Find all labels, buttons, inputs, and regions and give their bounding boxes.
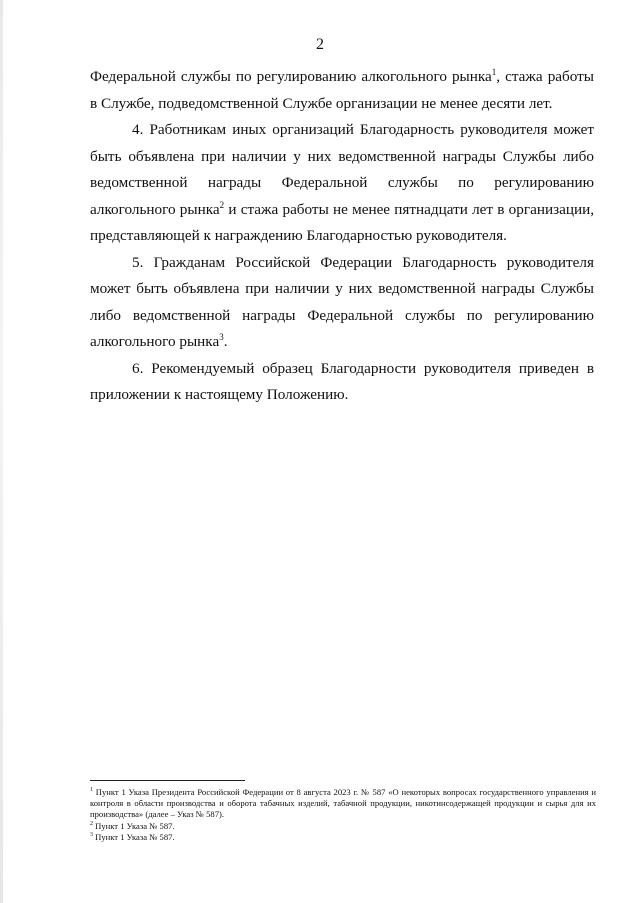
paragraph-text: 6. Рекомендуемый образец Благодарности руководителя приведен в приложении к настоящему Положению. xyxy=(90,359,594,403)
paragraph-item-6 xyxy=(90,356,594,409)
paragraph-text: 5. Гражданам Российской Федерации Благодарность руководителя может быть объявлена при наличии у них ведомственной награды Службы либо ведомственной награды Федеральной службы по регулированию алкогольного рынка xyxy=(90,253,594,350)
footnote-reference[interactable]: 3 xyxy=(219,331,224,342)
footnote-separator xyxy=(90,780,245,781)
page-number: 2 xyxy=(316,36,324,53)
paragraph-item-5 xyxy=(90,250,594,356)
footnote-text: Пункт 1 Указа Президента Российской Федерации от 8 августа 2023 г. № 587 «О некоторых вопросах государственного управления и контроля в области производства и оборота табачных изделий, табачной продукции, никотинсодержащей продукции и сырья для их производства» (далее – Указ № 587). xyxy=(90,787,596,820)
document-body xyxy=(90,64,594,409)
scan-edge-shadow xyxy=(0,0,3,903)
paragraph-text-tail: и стажа работы не менее пятнадцати лет в организации, представляющей к награждению Благодарностью руководителя. xyxy=(90,200,595,244)
footnote-2 xyxy=(90,821,596,832)
footnote-1 xyxy=(90,787,596,821)
footnote-mark: 3 xyxy=(90,831,93,838)
paragraph-text: 4. Работникам иных организаций Благодарность руководителя может быть объявлена при наличии у них ведомственной награды Службы либо ведомственной награды Федеральной службы по регулированию алкогольного рынка xyxy=(90,121,594,218)
paragraph-continuation xyxy=(90,64,594,117)
paragraph-text-tail: , стажа работы в Службе, подведомственной Службе организации не менее десяти лет. xyxy=(90,68,594,112)
footnote-text: Пункт 1 Указа № 587. xyxy=(93,820,175,831)
footnote-3 xyxy=(90,832,596,843)
footnotes xyxy=(90,787,596,843)
footnote-mark: 2 xyxy=(90,820,93,827)
paragraph-text-tail: . xyxy=(223,333,228,350)
footnote-reference[interactable]: 1 xyxy=(491,66,497,77)
footnote-text: Пункт 1 Указа № 587. xyxy=(93,831,175,842)
footnote-mark: 1 xyxy=(90,787,93,794)
paragraph-text: Федеральной службы по регулированию алкогольного рынка xyxy=(90,68,492,85)
footnote-reference[interactable]: 2 xyxy=(219,199,225,210)
paragraph-item-4 xyxy=(90,117,594,250)
